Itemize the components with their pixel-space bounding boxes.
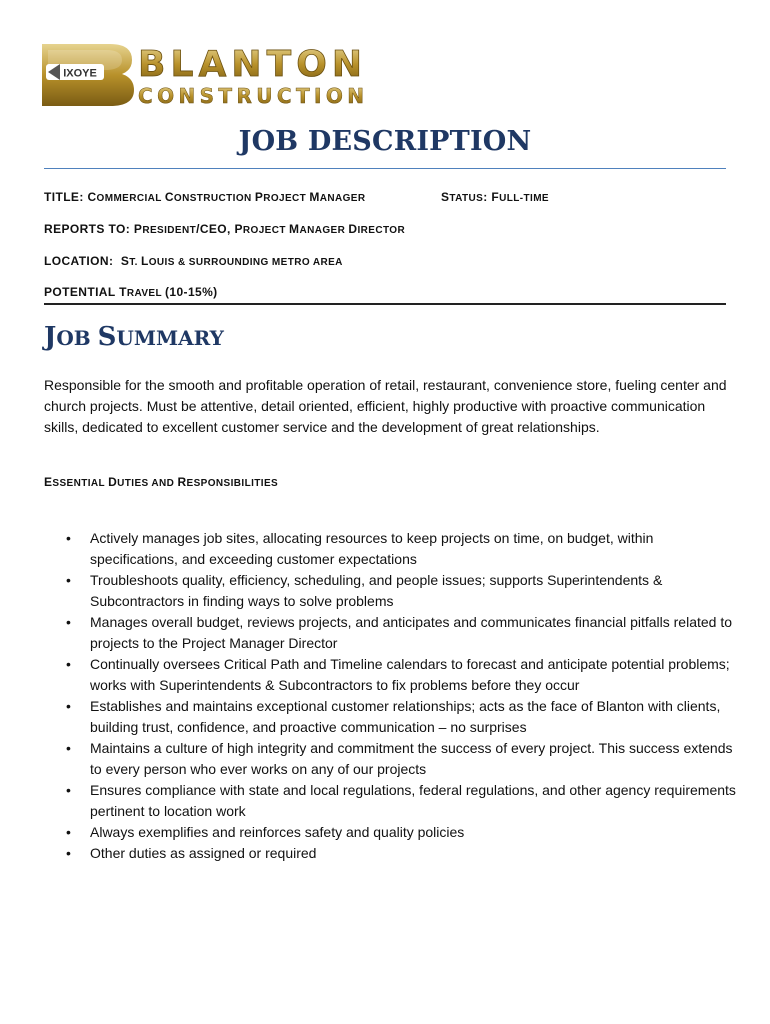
duty-item: • Continually oversees Critical Path and Timeline calendars to forecast and anticipate potential problems; works with Superintendents & Subcontractors to fix problems before they occur [66, 654, 736, 696]
status-line [441, 190, 549, 204]
meta-divider [44, 303, 726, 305]
title-label: TITLE: [44, 190, 84, 204]
logo-bottom-text: CONSTRUCTION [138, 84, 364, 108]
location-line [44, 254, 343, 268]
blanton-construction-logo [40, 40, 370, 110]
document-title: JOB DESCRIPTION [238, 126, 532, 157]
title-line [44, 190, 366, 204]
duty-item: • Actively manages job sites, allocating resources to keep projects on time, on budget, within specifications, and exceeding customer expectations [66, 528, 736, 570]
job-summary-heading: JOB SUMMARY [44, 322, 224, 352]
duty-item: • Always exemplifies and reinforces safety and quality policies [66, 822, 736, 843]
location-label: LOCATION: [44, 254, 114, 268]
duty-item: • Manages overall budget, reviews projects, and anticipates and communicates financial pitfalls related to projects to the Project Manager Director [66, 612, 736, 654]
reports-to-label: REPORTS TO: [44, 222, 134, 236]
title-value: COMMERCIAL CONSTRUCTION PROJECT MANAGER [87, 190, 366, 204]
duty-item: • Other duties as assigned or required [66, 843, 736, 864]
reports-to-line [44, 222, 405, 236]
travel-value: (10-15%) [165, 285, 218, 299]
travel-label: POTENTIAL [44, 285, 120, 299]
status-label: STATUS: [441, 190, 492, 204]
reports-to-value: PRESIDENT/CEO, PROJECT MANAGER DIRECTOR [133, 222, 406, 236]
job-summary-paragraph: Responsible for the smooth and profitable operation of retail, restaurant, convenience store, fueling center and church projects. Must be attentive, detail oriented, efficient, highly productive with proactive communication skills, dedicated to excellent customer service and the development of great relationships. [44, 377, 727, 435]
status-value: FULL-TIME [491, 190, 549, 204]
duty-item: • Ensures compliance with state and local regulations, federal regulations, and other agency requirements pertinent to location work [66, 780, 736, 822]
logo-top-text: BLANTON [138, 44, 364, 85]
title-divider [44, 168, 726, 169]
location-value: ST. LOUIS & SURROUNDING METRO AREA [120, 254, 343, 268]
duty-item: • Maintains a culture of high integrity and commitment the success of every project. This success extends to every person who ever works on any of our projects [66, 738, 736, 780]
travel-line: POTENTIAL TRAVEL (10-15%) [44, 285, 218, 299]
logo-badge-text: IXOYE [63, 67, 97, 80]
duty-item: • Establishes and maintains exceptional customer relationships; acts as the face of Blanton with clients, building trust, confidence, and proactive communication – no surprises [66, 696, 736, 738]
duty-item: • Troubleshoots quality, efficiency, scheduling, and people issues; supports Superintendents & Subcontractors in finding ways to solve problems [66, 570, 736, 612]
duties-list [66, 528, 736, 864]
duties-heading: ESSENTIAL DUTIES AND RESPONSIBILITIES [44, 475, 279, 489]
